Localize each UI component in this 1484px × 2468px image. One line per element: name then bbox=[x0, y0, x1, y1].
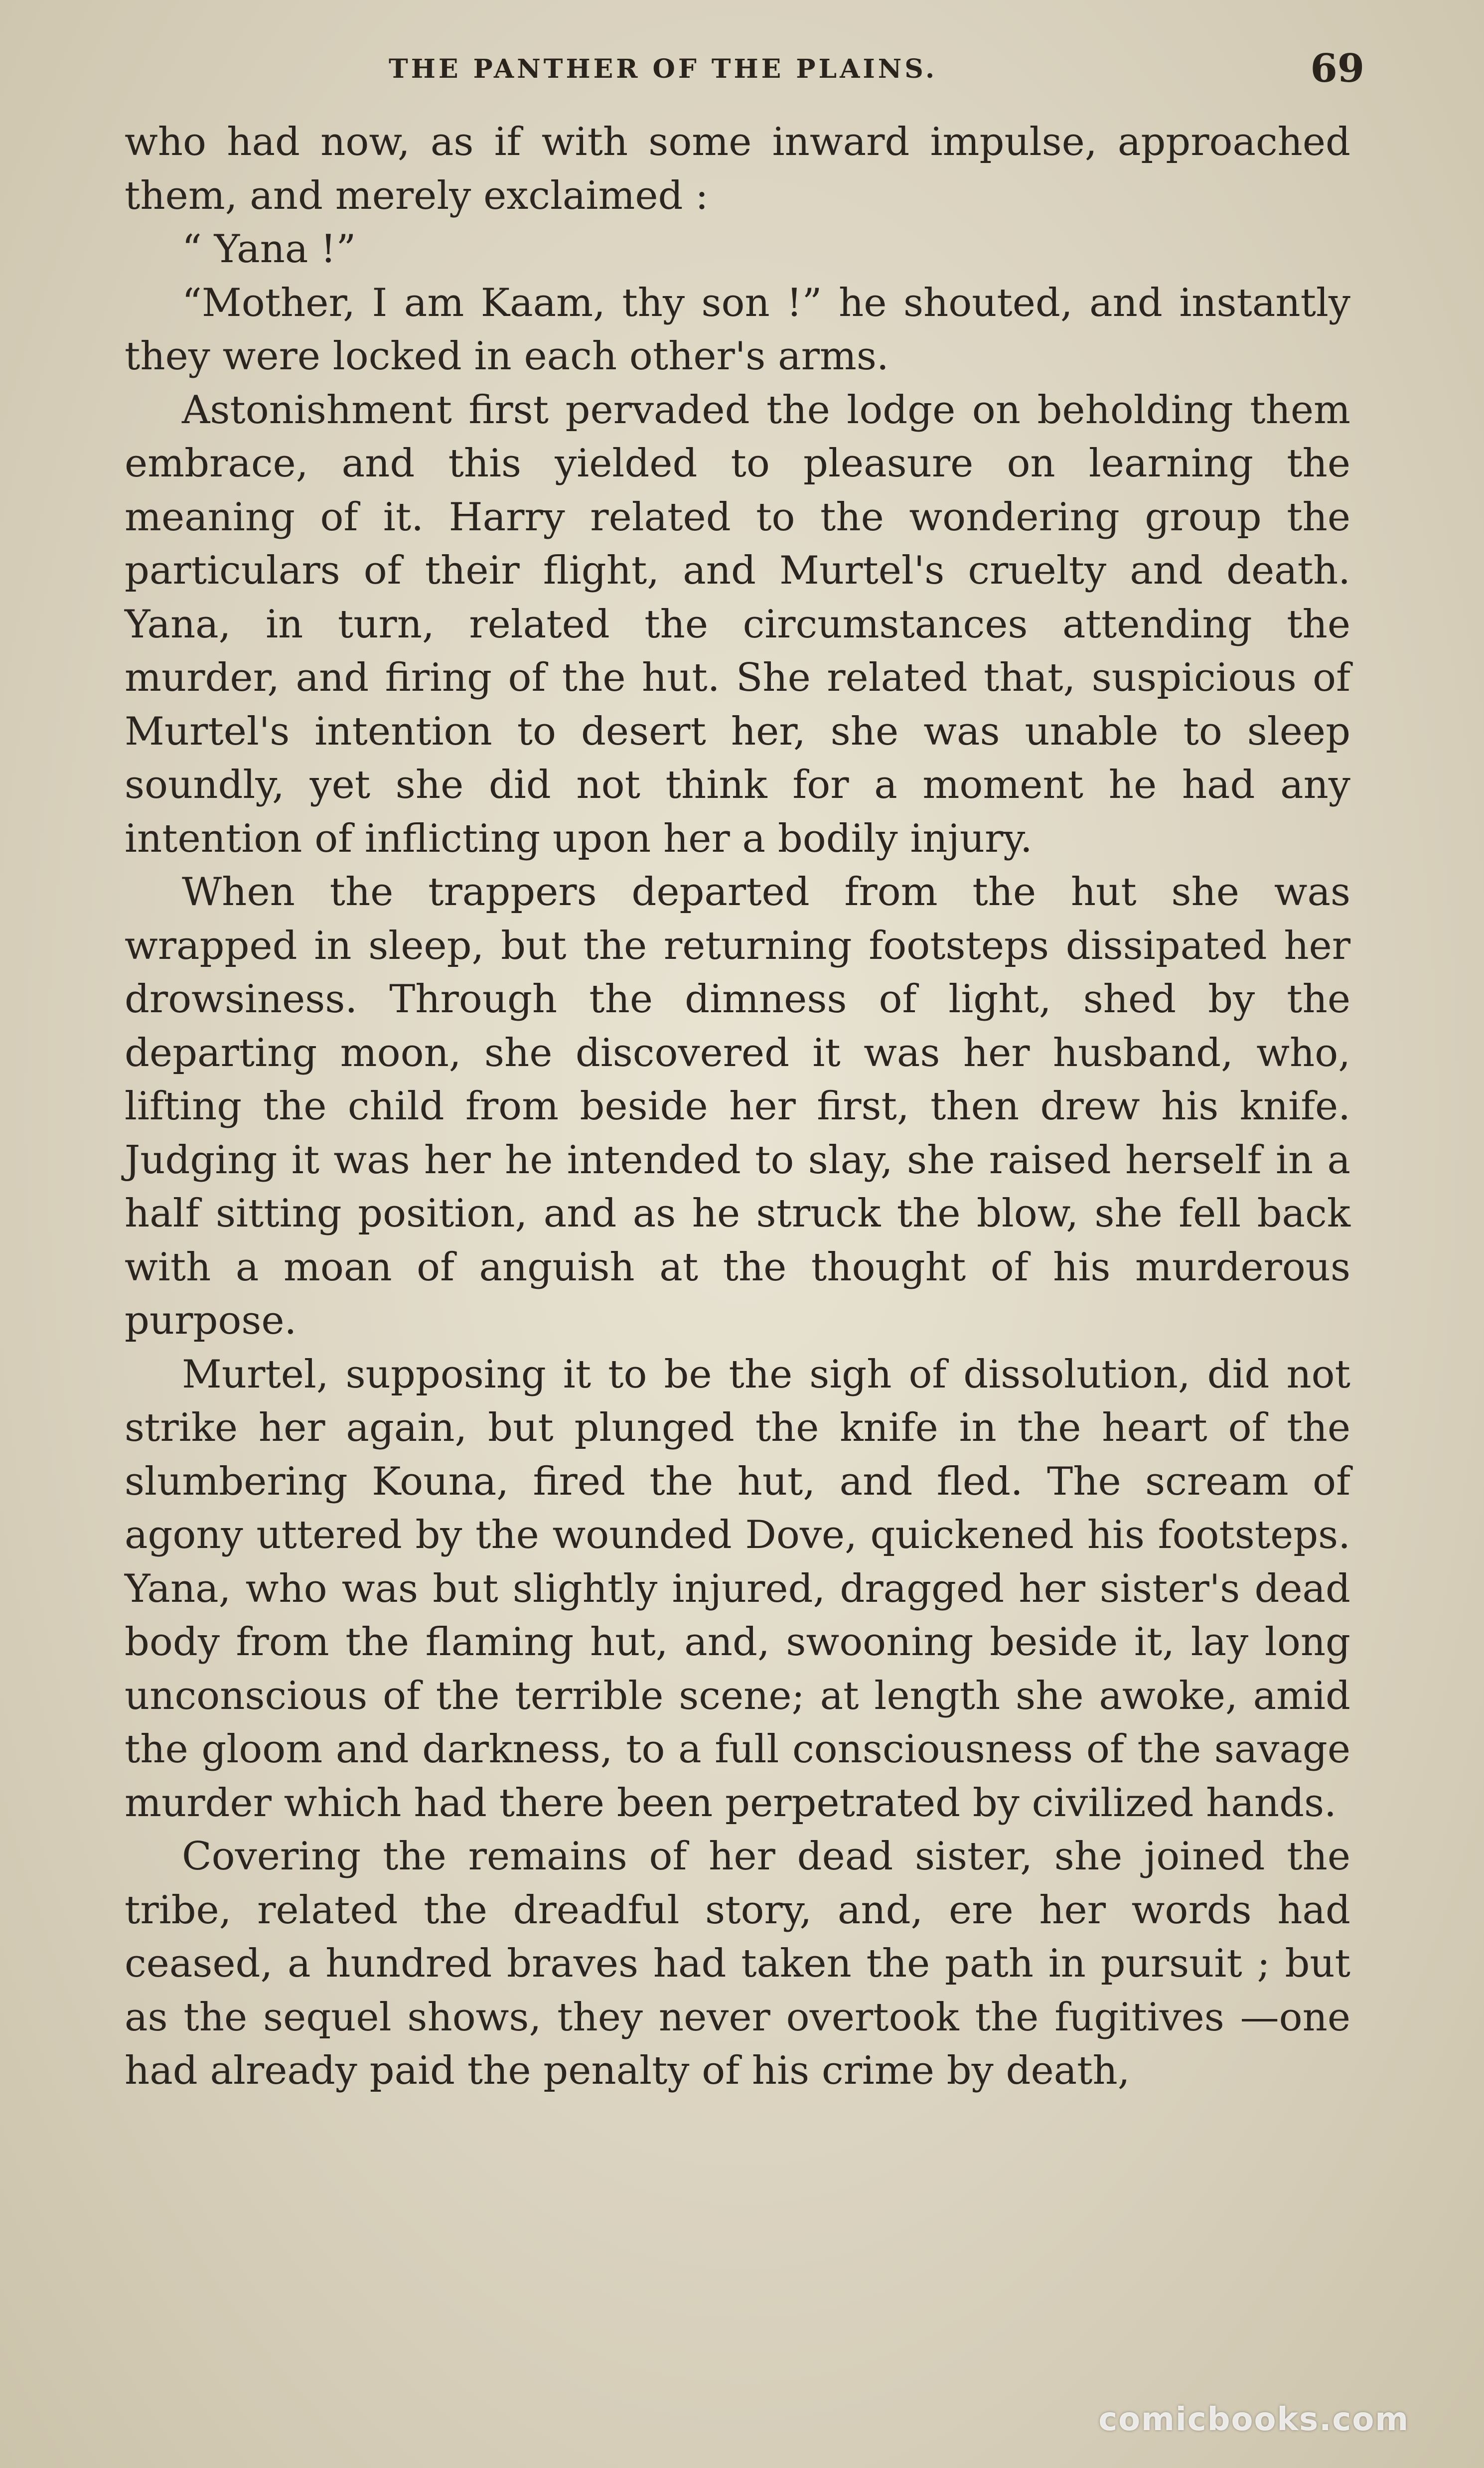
paragraph-dialogue-kaam: “Mother, I am Kaam, thy son !” he shouted, and instantly they were locked in each other's arms. bbox=[125, 280, 1350, 379]
paragraph: Covering the remains of her dead sister, she joined the tribe, related the dreadful story, and, ere her words had ceased, a hundred braves had taken the path in pursuit ; but as the sequel shows, they never overtook the fugitives —one had already paid the penalty of his crime by death, bbox=[125, 1834, 1350, 2093]
running-title: THE PANTHER OF THE PLAINS. bbox=[389, 54, 938, 84]
body-text bbox=[125, 116, 1350, 2098]
paragraph-continuation: who had now, as if with some inward impulse, approached them, and merely exclaimed : bbox=[125, 120, 1350, 218]
watermark: comicbooks.com bbox=[1098, 2401, 1409, 2438]
paragraph: When the trappers departed from the hut she was wrapped in sleep, but the returning footsteps dissipated her drowsiness. Through the dimness of light, shed by the departing moon, she discovered it was her husband, who, lifting the child from beside her first, then drew his knife. Judging it was her he intended to slay, she raised herself in a half sitting position, and as he struck the blow, she fell back with a moan of anguish at the thought of his murderous purpose. bbox=[125, 870, 1350, 1343]
paragraph-dialogue-yana: “ Yana !” bbox=[182, 227, 356, 272]
paragraph: Murtel, supposing it to be the sigh of dissolution, did not strike her again, but plunged the knife in the heart of the slumbering Kouna, fired the hut, and fled. The scream of agony uttered by the wounded Dove, quickened his footsteps. Yana, who was but slightly injured, dragged her sister's dead body from the flaming hut, and, swooning beside it, lay long unconscious of the terrible scene; at length she awoke, amid the gloom and darkness, to a full consciousness of the savage murder which had there been perpetrated by civilized hands. bbox=[125, 1352, 1350, 1826]
page-header bbox=[125, 43, 1364, 98]
paragraph: Astonishment first pervaded the lodge on beholding them embrace, and this yielded to pleasure on learning the meaning of it. Harry related to the wondering group the particulars of their flight, and Murtel's cruelty and death. Yana, in turn, related the circumstances attending the murder, and firing of the hut. She related that, suspicious of Murtel's intention to desert her, she was unable to sleep soundly, yet she did not think for a moment he had any intention of inflicting upon her a bodily injury. bbox=[125, 387, 1350, 861]
page-number: 69 bbox=[1310, 46, 1364, 91]
